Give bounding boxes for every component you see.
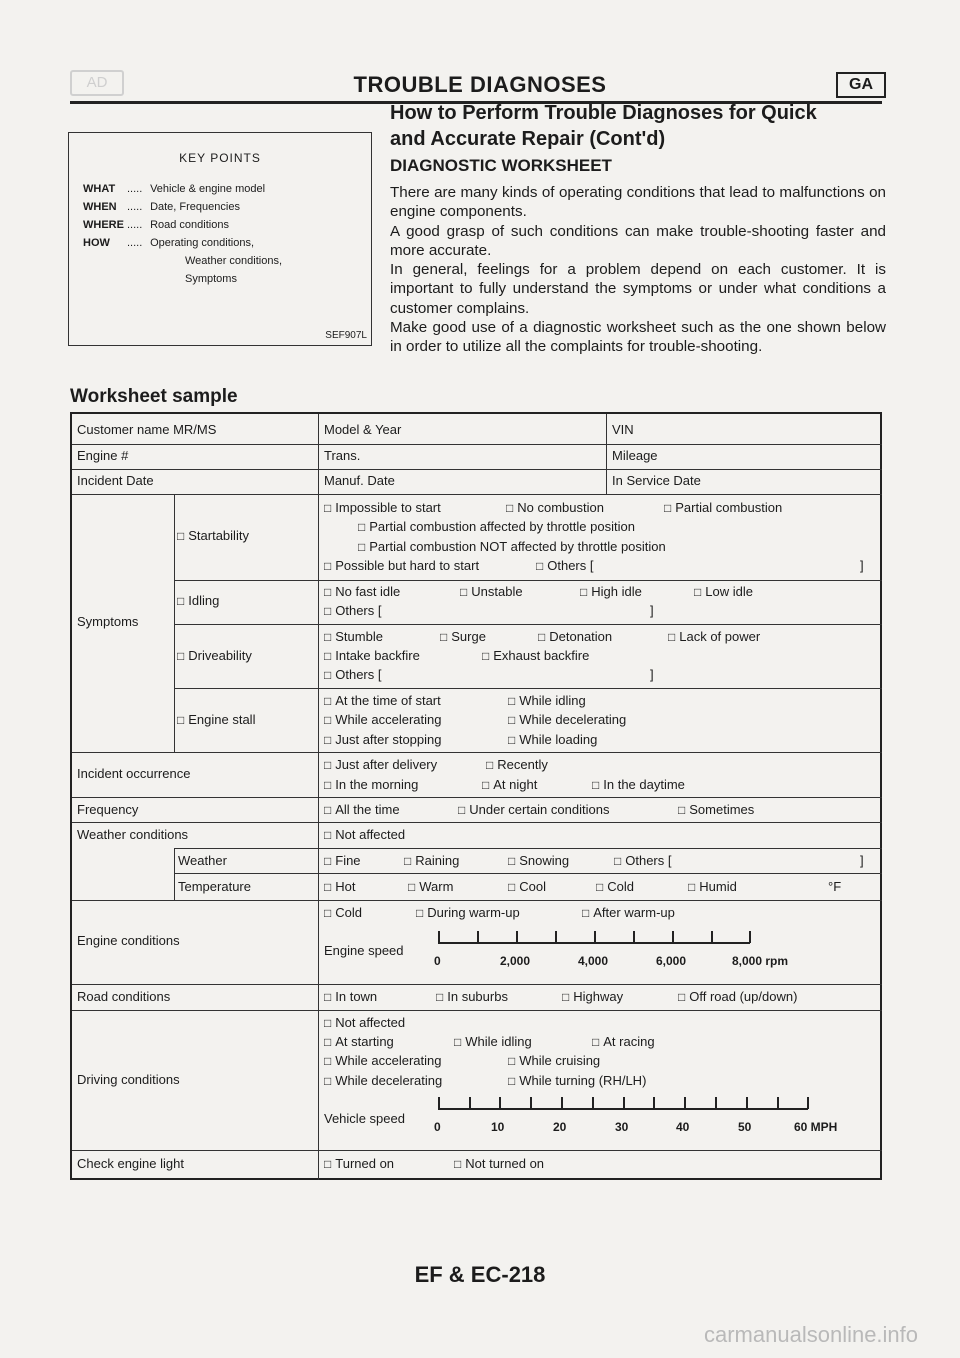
row-line	[72, 444, 882, 445]
opt-under-certain[interactable]: □ Under certain conditions	[458, 802, 609, 817]
row-line	[174, 688, 882, 689]
opt-idle-others[interactable]: □ Others [	[324, 603, 382, 618]
opt-off-road[interactable]: □ Off road (up/down)	[678, 989, 797, 1004]
opt-turned-on[interactable]: □ Turned on	[324, 1156, 394, 1171]
row-line	[72, 984, 882, 985]
opt-during-warmup[interactable]: □ During warm-up	[416, 905, 520, 920]
road-conditions-label: Road conditions	[77, 989, 171, 1004]
opt-driving-accelerating[interactable]: □ While accelerating	[324, 1053, 441, 1068]
row-line	[174, 848, 882, 849]
opt-surge[interactable]: □ Surge	[440, 629, 486, 644]
opt-lack-of-power[interactable]: □ Lack of power	[668, 629, 760, 644]
row-line	[72, 752, 882, 753]
bracket-close: ]	[860, 853, 864, 868]
opt-exhaust-backfire[interactable]: □ Exhaust backfire	[482, 648, 589, 663]
opt-driving-idling[interactable]: □ While idling	[454, 1034, 532, 1049]
bracket-close: ]	[650, 603, 654, 618]
opt-possible-hard[interactable]: □ Possible but hard to start	[324, 558, 479, 573]
section-title: How to Perform Trouble Diagnoses for Quick and Accurate Repair (Cont'd)	[390, 102, 817, 150]
row-line	[174, 580, 882, 581]
opt-in-suburbs[interactable]: □ In suburbs	[436, 989, 508, 1004]
frequency-label: Frequency	[77, 802, 139, 817]
col-line	[174, 848, 175, 900]
worksheet-title: Worksheet sample	[70, 386, 238, 407]
opt-after-warmup[interactable]: □ After warm-up	[582, 905, 675, 920]
row-line	[72, 494, 882, 495]
paragraph: In general, feelings for a problem depend on each customer. It is important to fully understand the symptoms or under what conditions a customer complains.	[390, 261, 886, 317]
opt-fine[interactable]: □ Fine	[324, 853, 361, 868]
idling-checkbox[interactable]: □ Idling	[177, 593, 219, 608]
symptoms-label: Symptoms	[77, 614, 139, 629]
opt-daytime[interactable]: □ In the daytime	[592, 777, 685, 792]
vin-label: VIN	[612, 422, 634, 437]
incident-occurrence-label: Incident occurrence	[77, 766, 191, 781]
opt-stall-decelerating[interactable]: □ While decelerating	[508, 712, 626, 727]
opt-partial-throttle[interactable]: □ Partial combustion affected by throttle position	[358, 519, 635, 534]
row-line	[174, 873, 882, 874]
driveability-checkbox[interactable]: □ Driveability	[177, 648, 252, 663]
opt-weather-not-affected[interactable]: □ Not affected	[324, 827, 405, 842]
key-row-where: WHERE ..... Road conditions	[83, 219, 229, 231]
opt-at-racing[interactable]: □ At racing	[592, 1034, 655, 1049]
key-row-when: WHEN ..... Date, Frequencies	[83, 201, 240, 213]
key-row-what: WHAT ..... Vehicle & engine model	[83, 183, 266, 195]
opt-detonation[interactable]: □ Detonation	[538, 629, 612, 644]
page-header-title: TROUBLE DIAGNOSES	[353, 72, 607, 97]
row-line	[72, 822, 882, 823]
opt-humid[interactable]: □ Humid	[688, 879, 737, 894]
worksheet-table: Customer name MR/MS Model & Year VIN Engine # Trans. Mileage Incident Date Manuf. Date In Service Date Symptoms □ Startability □ Impossible to start □ No combustion □ Partial combustion □ Partial combustion affected by throttle position □ Partial combustion NOT affected by throttle position □ Possible but hard to start □ Others [ ] □ Idling □ No fast idle □ Unstable □ High idle □ Low idle □ Others [ ] □ Driveability □ Stumble □ Surge □ Detonation □ Lack of power □ Intake backfire □ Exhaust backfire □ Others [ ] □ Engine stall □ At the time of start □ While idling □ While accelerating □ While decelerating □ Just after stopping □ While loading Incident occurrence □ Just after delivery □ Recently □ In the morning □ At night □ In the daytime Frequency □ All the time □ Under certain conditions □ Sometimes Weather conditions □ Not affected Weather □ Fine □ Raining □ Snowing □ Others [ ] Temperature □ Hot □ Warm □ Cool □ Cold □ Humid °F Engine conditions □ Cold □ During warm-up □ After warm-up Engine speed 0 2,000 4,000 6,000 8,000 rpm Road conditions □ In town □ In suburbs □ Highway □ Off road (up/down) Driving conditions □ Not affected □ At starting □ While idling □ At racing □ While accelerating □ While cruising □ While decelerating □ While turning (RH/LH) Vehicle speed 0 10 20 30 40 50 60 MPH Check engine light □ Turned on □ Not turned on	[70, 412, 882, 1180]
opt-impossible-start[interactable]: □ Impossible to start	[324, 500, 441, 515]
customer-name-label: Customer name MR/MS	[77, 422, 217, 437]
opt-driving-decelerating[interactable]: □ While decelerating	[324, 1073, 442, 1088]
opt-warm[interactable]: □ Warm	[408, 879, 453, 894]
temperature-label: Temperature	[178, 879, 251, 894]
key-points-title: KEY POINTS	[179, 151, 261, 165]
opt-raining[interactable]: □ Raining	[404, 853, 459, 868]
opt-high-idle[interactable]: □ High idle	[580, 584, 642, 599]
opt-highway[interactable]: □ Highway	[562, 989, 623, 1004]
opt-cold[interactable]: □ Cold	[596, 879, 634, 894]
opt-at-starting[interactable]: □ At starting	[324, 1034, 394, 1049]
startability-checkbox[interactable]: □ Startability	[177, 528, 249, 543]
opt-no-combustion[interactable]: □ No combustion	[506, 500, 604, 515]
row-line	[174, 624, 882, 625]
paragraph: There are many kinds of operating conditions that lead to malfunctions on engine components.	[390, 184, 886, 221]
engine-no-label: Engine #	[77, 448, 129, 463]
key-row-how-extra1: Weather conditions,	[185, 255, 283, 267]
opt-no-fast-idle[interactable]: □ No fast idle	[324, 584, 400, 599]
opt-driving-turning[interactable]: □ While turning (RH/LH)	[508, 1073, 646, 1088]
opt-all-the-time[interactable]: □ All the time	[324, 802, 400, 817]
row-line	[72, 1010, 882, 1011]
opt-night[interactable]: □ At night	[482, 777, 537, 792]
opt-after-stopping[interactable]: □ Just after stopping	[324, 732, 441, 747]
opt-driving-not-affected[interactable]: □ Not affected	[324, 1015, 405, 1030]
opt-after-delivery[interactable]: □ Just after delivery	[324, 757, 437, 772]
opt-unstable[interactable]: □ Unstable	[460, 584, 523, 599]
in-service-date-label: In Service Date	[612, 473, 701, 488]
opt-morning[interactable]: □ In the morning	[324, 777, 418, 792]
engine-stall-checkbox[interactable]: □ Engine stall	[177, 712, 255, 727]
engine-speed-label: Engine speed	[324, 943, 404, 958]
row-line	[72, 900, 882, 901]
opt-sometimes[interactable]: □ Sometimes	[678, 802, 754, 817]
opt-driving-cruising[interactable]: □ While cruising	[508, 1053, 600, 1068]
section-tag-ad: AD	[70, 70, 124, 96]
opt-stall-idling[interactable]: □ While idling	[508, 693, 586, 708]
opt-not-turned-on[interactable]: □ Not turned on	[454, 1156, 544, 1171]
opt-stall-accelerating[interactable]: □ While accelerating	[324, 712, 441, 727]
vehicle-speed-label: Vehicle speed	[324, 1111, 405, 1126]
opt-stumble[interactable]: □ Stumble	[324, 629, 383, 644]
opt-snowing[interactable]: □ Snowing	[508, 853, 569, 868]
row-line	[72, 1150, 882, 1151]
incident-date-label: Incident Date	[77, 473, 154, 488]
opt-recently[interactable]: □ Recently	[486, 757, 548, 772]
col-line	[606, 414, 607, 494]
key-points-box	[68, 132, 372, 346]
opt-hot[interactable]: □ Hot	[324, 879, 355, 894]
paragraph: Make good use of a diagnostic worksheet such as the one shown below in order to utilize all the complaints for trouble-shooting.	[390, 319, 886, 356]
section-subtitle: DIAGNOSTIC WORKSHEET	[390, 156, 612, 175]
trans-label: Trans.	[324, 448, 361, 463]
weather-label: Weather	[178, 853, 227, 868]
opt-drive-others[interactable]: □ Others [	[324, 667, 382, 682]
mileage-label: Mileage	[612, 448, 658, 463]
manuf-date-label: Manuf. Date	[324, 473, 395, 488]
section-body	[390, 183, 886, 357]
opt-intake-backfire[interactable]: □ Intake backfire	[324, 648, 420, 663]
engine-conditions-label: Engine conditions	[77, 933, 180, 948]
section-tag-ga: GA	[836, 72, 886, 98]
weather-conditions-label: Weather conditions	[77, 827, 189, 842]
col-line	[174, 494, 175, 752]
opt-at-start[interactable]: □ At the time of start	[324, 693, 441, 708]
opt-partial-not-throttle[interactable]: □ Partial combustion NOT affected by throttle position	[358, 539, 666, 554]
opt-partial-combustion[interactable]: □ Partial combustion	[664, 500, 782, 515]
opt-stall-loading[interactable]: □ While loading	[508, 732, 597, 747]
row-line	[72, 469, 882, 470]
row-line	[72, 797, 882, 798]
page-number: EF & EC-218	[414, 1262, 546, 1287]
key-row-how-extra2: Symptoms	[185, 273, 237, 285]
bracket-close: ]	[650, 667, 654, 682]
model-year-label: Model & Year	[324, 422, 402, 437]
col-line	[318, 414, 319, 1180]
opt-low-idle[interactable]: □ Low idle	[694, 584, 753, 599]
opt-engine-cold[interactable]: □ Cold	[324, 905, 362, 920]
opt-weather-others[interactable]: □ Others [	[614, 853, 672, 868]
figure-code: SEF907L	[325, 330, 367, 341]
opt-start-others[interactable]: □ Others [	[536, 558, 594, 573]
opt-cool[interactable]: □ Cool	[508, 879, 546, 894]
key-row-how: HOW ..... Operating conditions,	[83, 237, 255, 249]
watermark: carmanualsonline.info	[704, 1322, 919, 1347]
paragraph: A good grasp of such conditions can make trouble-shooting faster and more accurate.	[390, 222, 886, 259]
temp-unit: °F	[828, 879, 842, 894]
driving-conditions-label: Driving conditions	[77, 1072, 180, 1087]
check-engine-light-label: Check engine light	[77, 1156, 184, 1171]
bracket-close: ]	[860, 558, 864, 573]
opt-in-town[interactable]: □ In town	[324, 989, 377, 1004]
